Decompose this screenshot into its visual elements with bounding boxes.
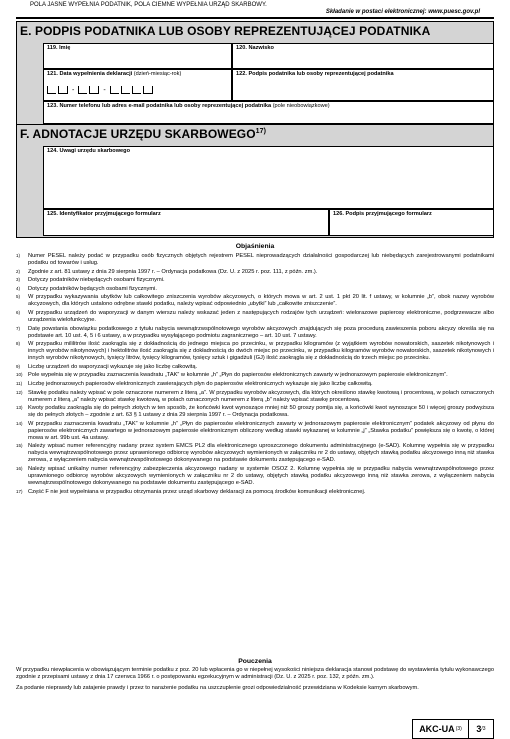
- explanation-number: 9): [16, 363, 21, 369]
- field-124-remarks[interactable]: [43, 146, 494, 209]
- explanation-item: [16, 269, 494, 276]
- explanation-text: Dotyczy podatników niebędących osobami fizycznymi.: [28, 277, 165, 284]
- explanation-item: [16, 364, 494, 371]
- explanation-item: [16, 326, 494, 340]
- explanation-number: 2): [16, 268, 21, 274]
- explanation-number: 7): [16, 325, 21, 331]
- explanation-number: 4): [16, 285, 21, 291]
- explanation-number: 17): [16, 488, 23, 494]
- field-119-first-name[interactable]: [43, 43, 232, 69]
- explanation-item: [16, 405, 494, 419]
- explanation-text: W przypadku zaznaczenia kwadratu „TAK” w kolumnie „h” „Płyn do papierosów elektronicznych zawarty w jednorazowym papierosie elektronicznym” podatek akcyzowy od płynu do papierosów elektronicznych zawartego w jednorazowym papierosie elektronicznym obliczony według stawki wykazanej w kolumnie „j” „Stawka podatku” powiększa się o kwotę, o której mowa w art. 99b ust. 4a ustawy.: [28, 420, 494, 441]
- explanation-text: Należy wpisać numer referencyjny nadany przez system EMCS PL2 dla elektronicznego uproszczonego dokumentu administracyjnego (e-SAD). Kolumnę wypełnia się w przypadku nabycia wewnątrzwspólnotowego przez uprawnionego odbiorcę wyrobów akcyzowych wymienionych w załączniku nr 2 do ustawy, objętych stawką podatku akcyzowego inną niż stawka zerowa, z wyłączeniem nabycia wewnątrzwspólnotowego dokonywanego na podstawie dokumentu zastępującego e-SAD.: [28, 443, 494, 464]
- instruction-paragraph: W przypadku niewpłacenia w obowiązującym terminie podatku z poz. 20 lub wpłacenia go w niepełnej wysokości niniejsza deklaracja stanowi podstawę do wystawienia tytułu wykonawczego zgodnie z przepisami ustawy z dnia 17 czerwca 1966 r. o postępowaniu egzekucyjnym w administracji (Dz. U. z 2025 r. poz. 132, z późn. zm.).: [16, 667, 494, 680]
- field-120-label: 120. Nazwisko: [236, 45, 274, 51]
- field-125-receiver-id[interactable]: [43, 209, 329, 236]
- explanation-number: 1): [16, 253, 21, 258]
- explanation-text: Zgodnie z art. 81 ustawy z dnia 29 sierpnia 1997 r. – Ordynacja podatkowa (Dz. U. z 2025 r. poz. 111, z późn. zm.).: [28, 268, 318, 275]
- explanation-text: W przypadku wykazywania ubytków lub całkowitego zniszczenia wyrobów akcyzowych, o których mowa w art. 2 ust. 1 pkt 20 lit. f ustawy, w kolumnie „b”, obok nazwy wyrobów akcyzowych, dla których ustalono odrębne stawki podatku, należy wpisać odpowiednio „ubytki” lub „całkowite zniszczenie”.: [28, 294, 494, 308]
- explanation-text: Pole wypełnia się w przypadku zaznaczenia kwadratu „TAK” w kolumnie „h” „Płyn do papierosów elektronicznych zawarty w jednorazowym papierosie elektronicznym”.: [28, 372, 448, 379]
- explanation-item: [16, 277, 494, 284]
- explanation-text: Należy wpisać unikalny numer referencyjny zabezpieczenia akcyzowego nadany w systemie OSOZ 2. Kolumnę wypełnia się w przypadku nabycia wewnątrzwspólnotowego przez uprawnionego odbiorcę wyrobów akcyzowych wymienionych w załączniku nr 2 do ustawy, objętych stawką podatku akcyzowego inną niż stawka zerowa, z wyłączeniem nabycia wewnątrzwspólnotowego dokonywanego na podstawie dokumentu zastępującego e-SAD.: [28, 465, 494, 486]
- explanation-item: [16, 310, 494, 324]
- explanation-item: [16, 390, 494, 404]
- explanation-text: W przypadku urządzeń do waporyzacji w danym wierszu należy wskazać jeden z następujących rodzajów tych urządzeń: wielorazowe papierosy elektroniczne, podgrzewacze albo urządzenia wielofunkcyjne.: [28, 309, 494, 323]
- explanation-number: 15): [16, 443, 23, 449]
- instruction-title: Pouczenia: [238, 658, 272, 665]
- explanation-text: Kwoty podatku zaokrągla się do pełnych złotych w ten sposób, że końcówki kwot wynoszące mniej niż 50 groszy pomija się, a końcówki kwot wynoszące 50 i więcej groszy podwyższa się do pełnych złotych – zgodnie z art. 63 § 1 ustawy z dnia 29 sierpnia 1997 r. – Ordynacja podatkowa.: [28, 405, 494, 419]
- date-boxes: - -: [47, 86, 153, 94]
- field-121-date[interactable]: [43, 69, 232, 101]
- explanation-number: 8): [16, 341, 21, 347]
- field-121-label: 121. Data wypełnienia deklaracji (dzień-miesiąc-rok): [47, 71, 182, 77]
- field-122-label: 122. Podpis podatnika lub osoby reprezentującej podatnika: [236, 71, 394, 77]
- explanation-number: 5): [16, 294, 21, 300]
- instruction-paragraph: Za podanie nieprawdy lub zatajenie prawdy i przez to narażenie podatku na uszczuplenie grozi odpowiedzialność przewidziana w Kodeksie karnym skarbowym.: [16, 685, 419, 691]
- explanation-text: Liczbę jednorazowych papierosów elektronicznych zawierających płyn do papierosów elektronicznych wykazuje się jako liczbę całkowitą.: [28, 380, 373, 387]
- explanation-number: 3): [16, 277, 21, 283]
- explanation-text: Numer PESEL należy podać w przypadku osób fizycznych objętych rejestrem PESEL nieprowadzących działalności gospodarczej lub niebędących zarejestrowanymi podatnikami podatku od towarów i usług.: [28, 253, 494, 266]
- form-instruction: POLA JASNE WYPEŁNIA PODATNIK, POLA CIEMNE WYPEŁNIA URZĄD SKARBOWY.: [30, 2, 267, 8]
- explanation-item: [16, 489, 494, 496]
- explanation-text: Dotyczy podatników będących osobami fizycznymi.: [28, 285, 157, 292]
- field-123-contact[interactable]: [43, 101, 494, 124]
- explanation-item: [16, 253, 494, 267]
- instruction-text: [16, 667, 494, 696]
- section-e: [16, 21, 494, 126]
- explanation-number: 10): [16, 372, 23, 378]
- field-119-label: 119. Imię: [47, 45, 71, 51]
- section-e-title: E. PODPIS PODATNIKA LUB OSOBY REPREZENTUJĄCEJ PODATNIKA: [20, 24, 431, 38]
- explanation-item: [16, 372, 494, 379]
- field-124-label: 124. Uwagi urzędu skarbowego: [47, 148, 130, 154]
- explanation-number: 16): [16, 465, 23, 471]
- field-126-receiver-signature[interactable]: [329, 209, 494, 236]
- field-126-label: 126. Podpis przyjmującego formularz: [333, 211, 432, 217]
- field-122-signature[interactable]: [232, 69, 494, 101]
- divider: [16, 17, 494, 19]
- explanation-item: [16, 421, 494, 442]
- explanation-text: Część F nie jest wypełniana w przypadku otrzymania przez urząd skarbowy deklaracji za pomocą środków komunikacji elektronicznej.: [28, 488, 366, 495]
- explanation-item: [16, 286, 494, 293]
- explanation-item: [16, 443, 494, 464]
- section-f: [16, 124, 494, 238]
- explanation-item: [16, 381, 494, 388]
- explanation-item: [16, 466, 494, 487]
- explanations-list: [16, 253, 494, 497]
- explanation-item: [16, 341, 494, 362]
- field-125-label: 125. Identyfikator przyjmującego formularz: [47, 211, 161, 217]
- explanation-text: Stawkę podatku należy wpisać w pole oznaczone numerem z literą „a”. W przypadku wyrobów akcyzowych, dla których określono stawkę kwotową i procentową, w polach oznaczonych numerem z literą „a” należy wpisać stawkę kwotową, w polach oznaczonych numerem z literą „b” należy wpisać stawkę procentową.: [28, 389, 494, 403]
- explanation-text: Datę powstania obowiązku podatkowego z tytułu nabycia wewnątrzwspólnotowego wyrobów akcyzowych znajdujących się poza procedurą zawieszenia poboru akcyzy określa się na podstawie art. 10 ust. 4, 5 i 6 ustawy, a w przypadku wysyłającego podmiotu zagranicznego – art. 10 ust. 7 ustawy.: [28, 325, 494, 339]
- explanation-number: 14): [16, 420, 23, 426]
- explanation-number: 6): [16, 309, 21, 315]
- electronic-submission-note: Składanie w postaci elektronicznej: www.puesc.gov.pl: [325, 9, 480, 15]
- explanations-title: Objaśnienia: [235, 243, 275, 250]
- field-123-label: 123. Numer telefonu lub adres e-mail podatnika lub osoby reprezentującej podatnika (pole nieobowiązkowe): [47, 103, 330, 109]
- explanation-number: 11): [16, 380, 23, 386]
- page-number: 3 /3: [476, 724, 486, 734]
- explanation-number: 13): [16, 405, 23, 411]
- explanation-item: [16, 294, 494, 308]
- field-120-last-name[interactable]: [232, 43, 494, 69]
- form-footer: [412, 719, 494, 739]
- explanation-text: Liczbę urządzeń do waporyzacji wykazuje się jako liczbę całkowitą.: [28, 363, 198, 370]
- form-id: AKC-UA (3): [413, 720, 469, 738]
- explanation-text: W przypadku mililitrów ilość zaokrągla się z dokładnością do jednego miejsca po przecinku, w przypadku kilogramów (z wyjątkiem wyrobów nowatorskich, saszetek nikotynowych i innych wyrobów nikotynowych) i hektolitrów ilość zaokrągla się z dokładnością do dwóch miejsc po przecinku, w przypadku kilogramów wyrobów nowatorskich, saszetek nikotynowych i innych wyrobów nikotynowych, tysięcy litrów, tysięcy kilogramów, tysięcy sztuk i gigadżuli (GJ) ilość zaokrągla się z dokładnością do trzech miejsc po przecinku.: [28, 341, 494, 362]
- section-f-title: F. ADNOTACJE URZĘDU SKARBOWEGO$^{17)}$: [20, 127, 267, 141]
- explanation-number: 12): [16, 389, 23, 395]
